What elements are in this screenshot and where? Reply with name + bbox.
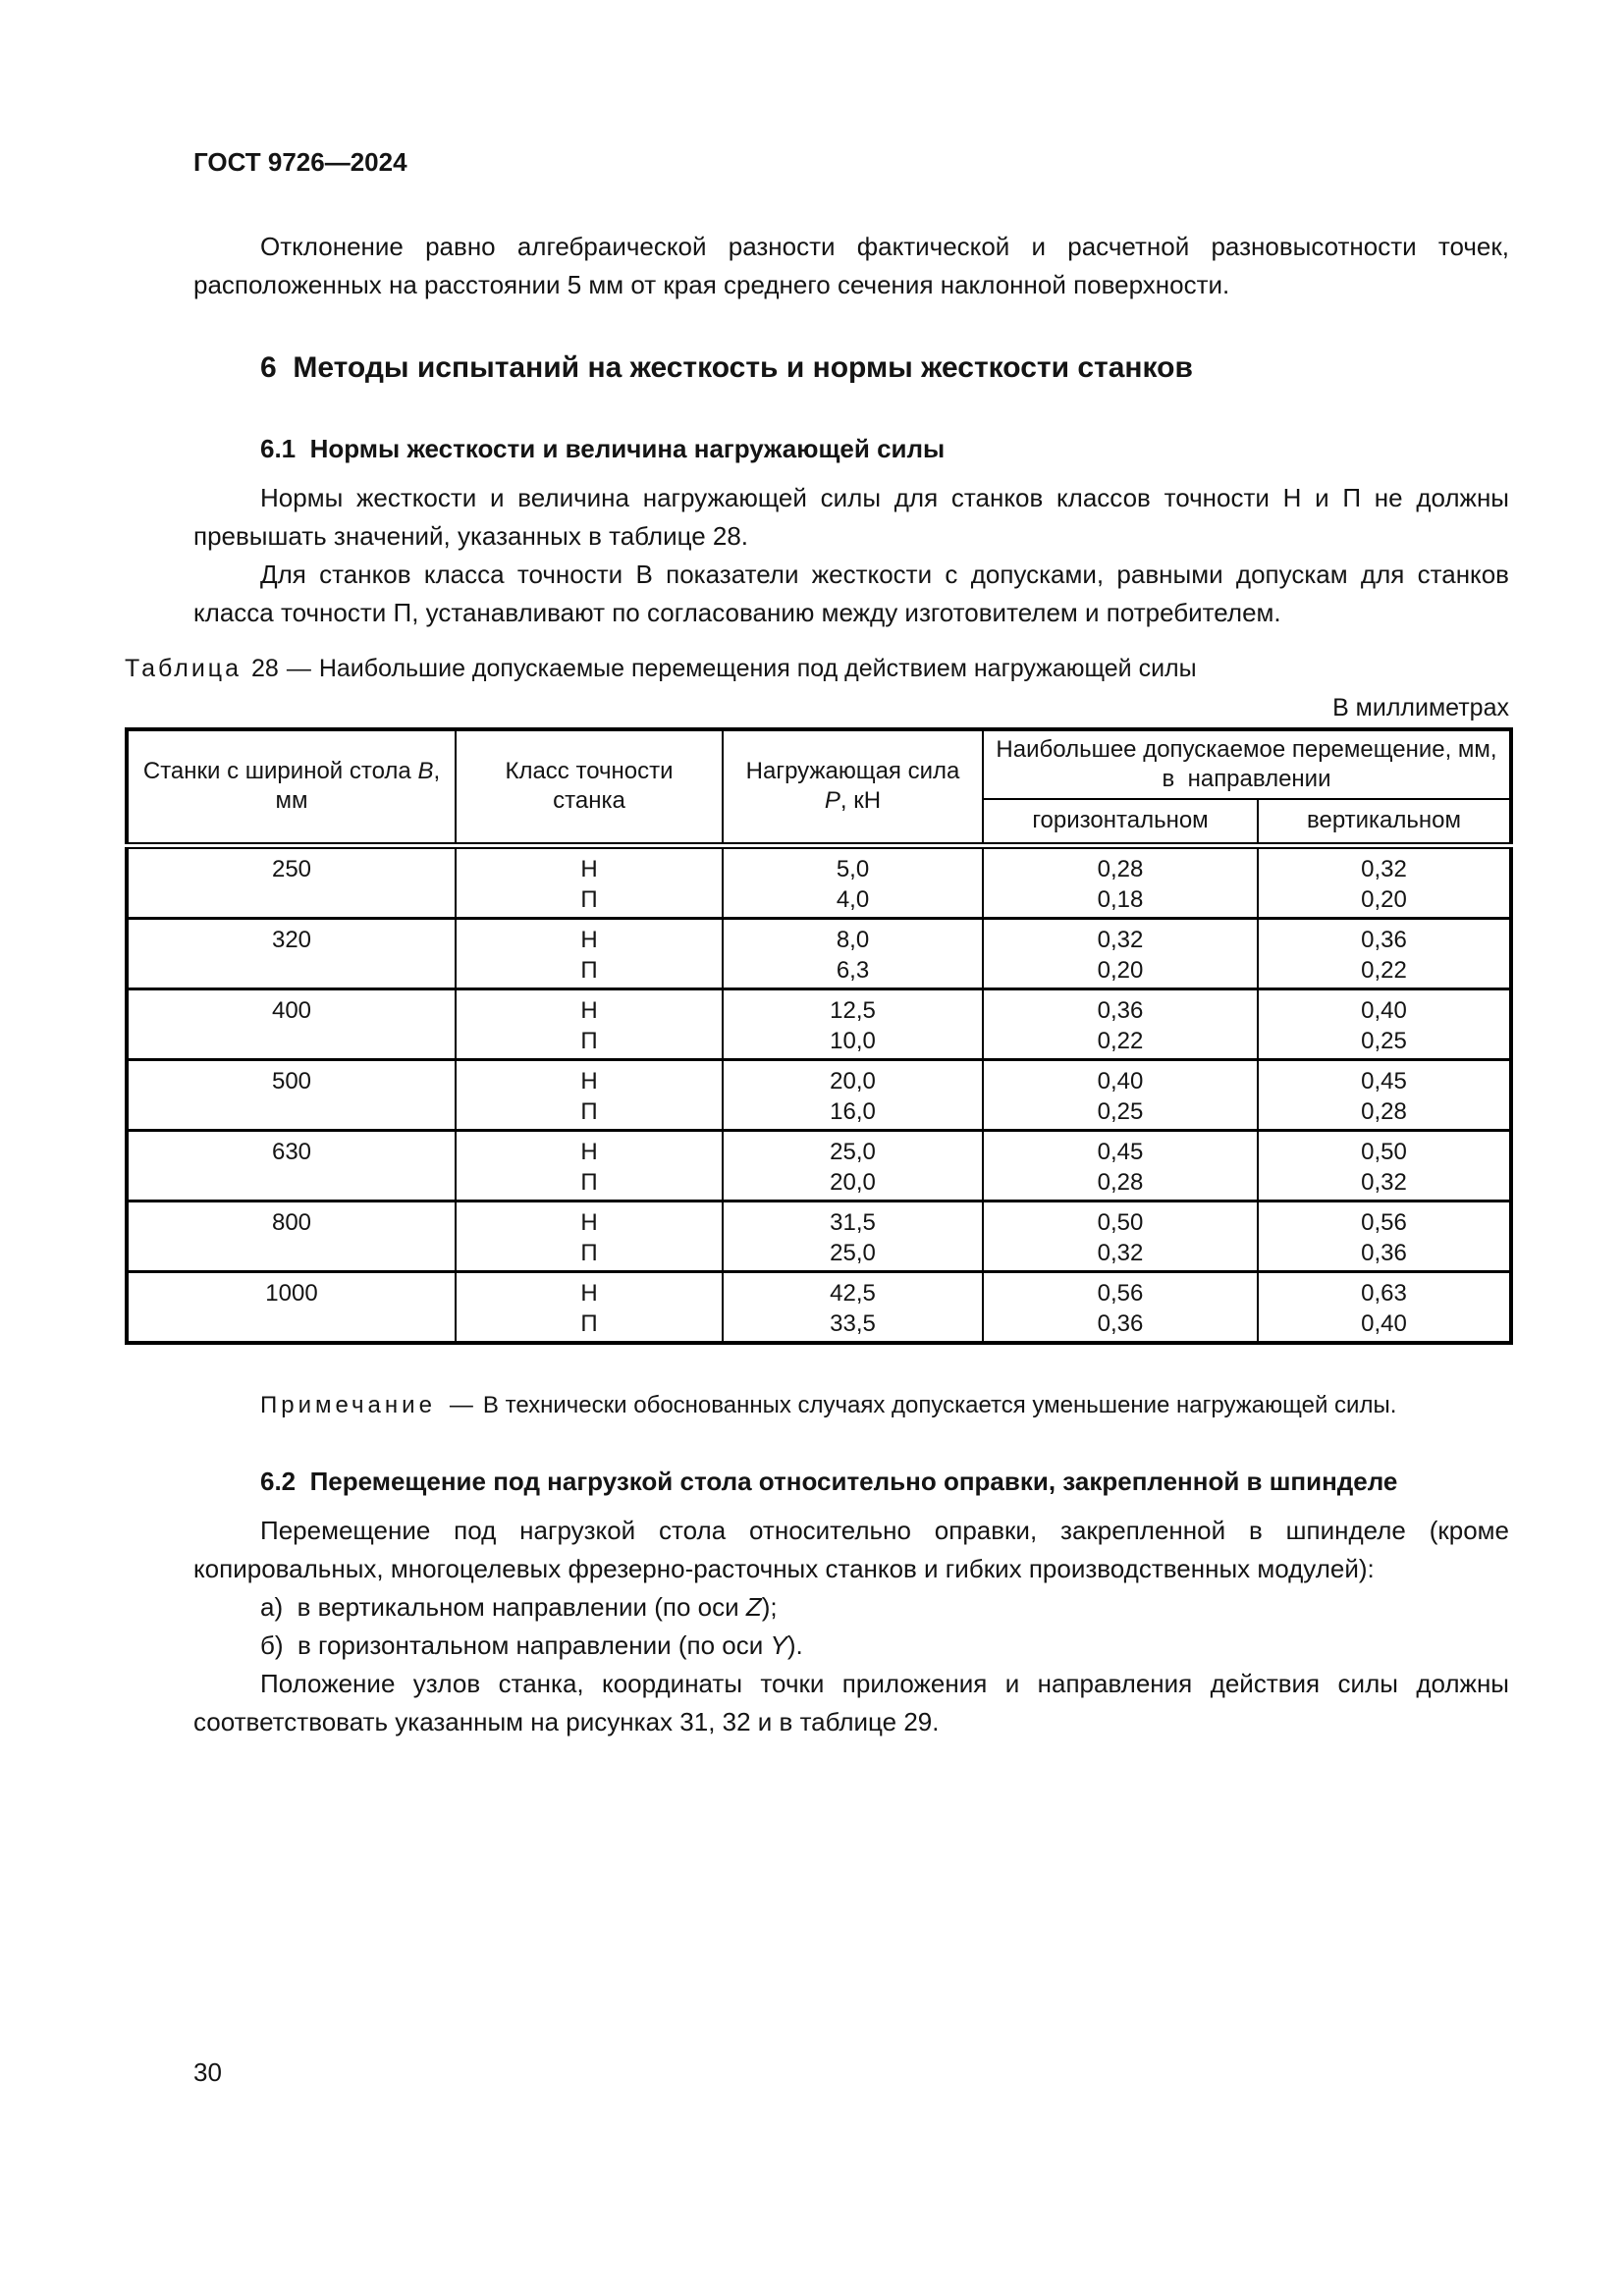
stiffness-table [125,727,1513,1345]
cell-line: 0,20 [1361,885,1407,913]
cell-table-width [127,1130,456,1201]
cell-line: 31,5 [830,1208,876,1236]
cell-horizontal [983,988,1258,1059]
table-28-wrapper [125,727,1509,1345]
running-header: ГОСТ 9726—2024 [193,147,407,177]
header-accuracy-class [456,729,723,845]
cell-line: П [580,1309,598,1337]
cell-line: 25,0 [830,1138,876,1165]
cell-line: П [580,956,598,984]
cell-table-width [127,1059,456,1130]
section-6-1-paragraph-1: Нормы жесткости и величина нагружающей силы для станков классов точности Н и П не должны превышать значений, указанных в таблице 28. [193,483,1509,551]
note-label: Примечание [260,1391,436,1418]
list-item-a-text: а) в вертикальном направлении (по оси [260,1591,746,1622]
cell-line: 0,50 [1361,1138,1407,1165]
list-item-b [193,1627,1509,1665]
cell-line: 0,25 [1097,1097,1144,1125]
table-caption-number: 28 [251,655,279,682]
header-vertical: вертикальном [1258,799,1511,845]
cell-line: 0,50 [1097,1208,1144,1236]
cell-line: 20,0 [830,1168,876,1196]
cell-accuracy-class [456,845,723,918]
header-col3-variable: P [824,787,840,815]
cell-accuracy-class [456,1130,723,1201]
cell-line: П [580,1168,598,1196]
cell-line: 0,28 [1361,1097,1407,1125]
cell-table-width [127,918,456,988]
cell-line: 0,32 [1097,926,1144,953]
cell-force [723,845,983,918]
table-header [127,729,1511,845]
cell-line: 0,56 [1361,1208,1407,1236]
cell-line: 0,56 [1097,1279,1144,1307]
page-number: 30 [193,2057,222,2087]
header-col1-text: Станки с шириной стола [142,758,418,785]
cell-accuracy-class [456,1271,723,1343]
section-6-1-paragraph-2: Для станков класса точности В показатели жесткости с допусками, равными допускам для станков класса точности П, устанавливают по согласованию между изготовителем и потребителем. [193,560,1509,627]
header-loading-force [723,729,983,845]
cell-accuracy-class [456,918,723,988]
list-item-a-axis: Z [745,1591,762,1622]
section-6-2-paragraph-1: Перемещение под нагрузкой стола относительно оправки, закрепленной в шпинделе (кроме копировальных, многоцелевых фрезерно-расточных станков и гибких производственных модулей): [193,1515,1509,1583]
cell-line: Н [580,1067,598,1095]
cell-line: 0,20 [1097,956,1144,984]
table-caption-dash: — [286,655,311,682]
header-table-width [127,729,456,845]
cell-line: Н [580,996,598,1024]
intro-paragraph: Отклонение равно алгебраической разности фактической и расчетной разновысотности точек, расположенных на расстоянии 5 мм от края среднего сечения наклонной поверхности. [193,232,1509,299]
cell-table-width [127,845,456,918]
cell-line: П [580,885,598,913]
cell-line: 0,36 [1361,926,1407,953]
cell-line: 0,28 [1097,855,1144,882]
cell-line: 20,0 [830,1067,876,1095]
table-row [127,1271,1511,1343]
cell-table-width [127,1271,456,1343]
cell-horizontal [983,918,1258,988]
units-note: В миллиметрах [1332,694,1509,721]
cell-vertical [1258,1271,1511,1343]
cell-accuracy-class [456,1059,723,1130]
cell-force [723,1130,983,1201]
cell-line: 0,45 [1097,1138,1144,1165]
cell-table-width [127,1201,456,1271]
cell-line: 16,0 [830,1097,876,1125]
cell-force [723,1201,983,1271]
header-col1-variable: B [417,758,434,785]
cell-line: 0,40 [1097,1067,1144,1095]
cell-force [723,1059,983,1130]
cell-line: П [580,1239,598,1266]
table-body [127,845,1511,1343]
header-col3-text: Нагружающая сила [745,758,960,785]
cell-line: П [580,1027,598,1054]
cell-line: 500 [271,1067,312,1095]
cell-force [723,918,983,988]
header-col2-text: Класс точности станка [505,758,674,815]
cell-line: Н [580,1279,598,1307]
note-dash: — [449,1391,473,1418]
section-6-2-paragraph-2: Положение узлов станка, координаты точки приложения и направления действия силы должны соответствовать указанным на рисунках 31, 32 и в таблице 29. [193,1668,1509,1736]
cell-vertical [1258,988,1511,1059]
note-text: В технически обоснованных случаях допускается уменьшение нагружающей силы. [482,1391,1397,1418]
cell-vertical [1258,918,1511,988]
cell-line: 0,32 [1097,1239,1144,1266]
cell-line: 4,0 [836,885,870,913]
cell-table-width [127,988,456,1059]
table-row [127,845,1511,918]
table-row [127,1130,1511,1201]
cell-vertical [1258,1201,1511,1271]
cell-accuracy-class [456,988,723,1059]
cell-line: 630 [271,1138,312,1165]
cell-line: 320 [271,926,312,953]
header-col1-units: , мм [275,758,441,815]
cell-line: 0,40 [1361,996,1407,1024]
cell-force [723,1271,983,1343]
cell-line: 800 [271,1208,312,1236]
cell-line: 0,63 [1361,1279,1407,1307]
cell-line: 250 [271,855,312,882]
cell-horizontal [983,1201,1258,1271]
cell-line: 0,25 [1361,1027,1407,1054]
cell-line: 1000 [265,1279,318,1307]
header-displacement-group [983,729,1511,799]
header-group-line1: Наибольшее допускаемое перемещение, мм, [996,736,1497,763]
header-group-line2: в направлении [1162,766,1331,792]
list-item-b-axis: Y [770,1629,787,1660]
cell-line: П [580,1097,598,1125]
cell-line: 0,45 [1361,1067,1407,1095]
cell-line: 0,28 [1097,1168,1144,1196]
cell-line: 12,5 [830,996,876,1024]
cell-line: 400 [271,996,312,1024]
cell-line: 0,40 [1361,1309,1407,1337]
cell-line: 0,32 [1361,1168,1407,1196]
header-horizontal: горизонтальном [983,799,1258,845]
header-col3-units: , кН [839,787,882,815]
table-28-caption [125,652,1509,685]
section-6-title: 6 Методы испытаний на жесткость и нормы жесткости станков [260,351,1193,384]
cell-horizontal [983,1271,1258,1343]
cell-horizontal [983,845,1258,918]
cell-horizontal [983,1130,1258,1201]
cell-force [723,988,983,1059]
cell-line: 6,3 [836,956,870,984]
cell-line: 5,0 [836,855,870,882]
table-note [193,1390,1509,1421]
list-item-a [193,1588,1509,1627]
cell-vertical [1258,1130,1511,1201]
cell-line: Н [580,926,598,953]
cell-line: 0,18 [1097,885,1144,913]
table-row [127,1201,1511,1271]
list-item-b-text: б) в горизонтальном направлении (по оси [260,1629,771,1660]
cell-vertical [1258,1059,1511,1130]
cell-line: Н [580,855,598,882]
table-row [127,1059,1511,1130]
section-6-1-title: 6.1 Нормы жесткости и величина нагружающей силы [260,434,946,463]
cell-line: 0,36 [1361,1239,1407,1266]
cell-horizontal [983,1059,1258,1130]
table-caption-text: Наибольшие допускаемые перемещения под действием нагружающей силы [318,655,1197,682]
cell-line: 0,36 [1097,1309,1144,1337]
list-item-a-suffix: ); [761,1591,778,1622]
cell-line: 25,0 [830,1239,876,1266]
cell-line: 8,0 [836,926,870,953]
cell-line: 0,36 [1097,996,1144,1024]
cell-line: 0,32 [1361,855,1407,882]
table-row [127,988,1511,1059]
section-6-2-title: 6.2 Перемещение под нагрузкой стола относительно оправки, закрепленной в шпинделе [260,1466,1398,1496]
cell-line: 10,0 [830,1027,876,1054]
list-item-b-suffix: ). [786,1629,803,1660]
table-row [127,918,1511,988]
table-caption-word: Таблица [125,655,243,682]
cell-line: 42,5 [830,1279,876,1307]
cell-line: Н [580,1138,598,1165]
cell-line: Н [580,1208,598,1236]
cell-accuracy-class [456,1201,723,1271]
cell-line: 33,5 [830,1309,876,1337]
cell-line: 0,22 [1097,1027,1144,1054]
cell-line: 0,22 [1361,956,1407,984]
cell-vertical [1258,845,1511,918]
